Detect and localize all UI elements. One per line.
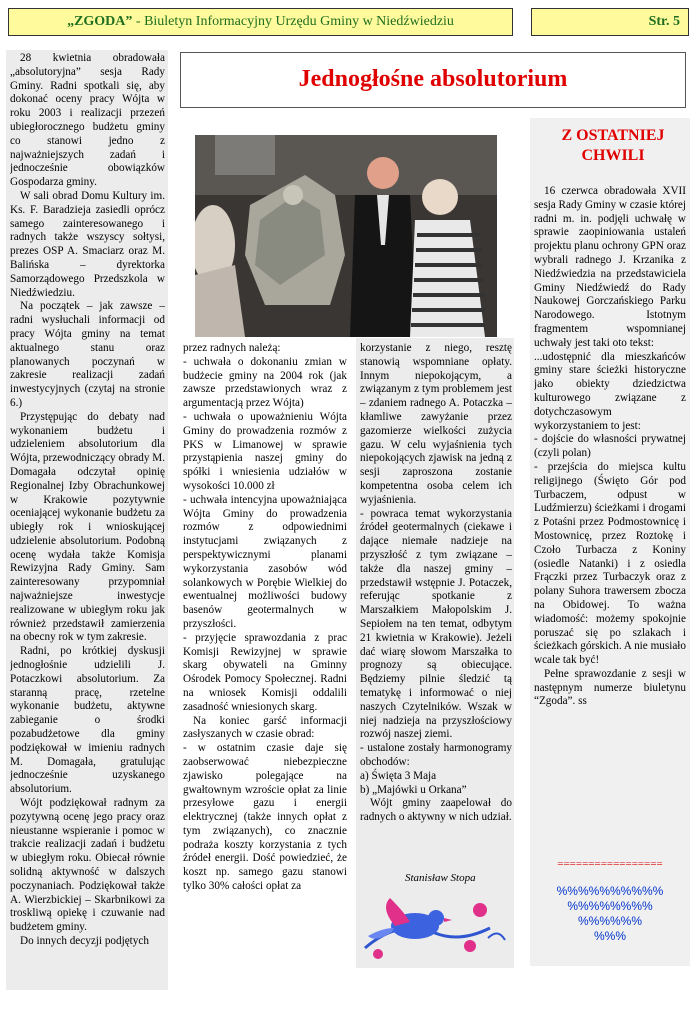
paragraph: Wójt gminy zaapelował do radnych o aktywny w nich udział.: [360, 797, 512, 824]
paragraph: 16 czerwca obradowała XVII sesja Rady Gminy w czasie której radni m. in. podjęli uchwałę w sprawie zaopiniowania ustaleń projektu planu ochrony GPN oraz wybrali radnego J. Krzanika z Niedźwiedzia na przedstawiciela Gminy Niedźwiedź do Rady Naukowej Gorczańskiego Parku Narodowego. Istotnym fragmentem wspomnianej uchwały jest taki oto tekst:: [534, 185, 686, 349]
paragraph: - ustalone zostały harmonogramy obchodów:: [360, 742, 512, 768]
percent-line: %%%%%%%%: [567, 899, 653, 913]
paragraph: Radni, po krótkiej dyskusji jednogłośnie udzielili J. Potaczkowi absolutorium. Za staranną pracę, rzetelne wykonanie budżetu, aktywne zabieganie o środki pozabudżetowe dla gminy podziękował w imieniu radnych M. Domagała, gratulując jednocześnie uzyskanego absolutorium.: [10, 645, 165, 796]
paragraph: Wójt podziękował radnym za pozytywną ocenę jego pracy oraz nieustanne wspieranie i pomoc w trakcie realizacji zadań i budżetu w ubiegłym roku. Obiecał równie solidną aktywność w dalszych poczynaniach. Podziękował także A. Wierzbickiej – Skarbnikowi za troskliwą opiekę i czuwanie nad budżetem gminy.: [10, 797, 165, 934]
percent-line: %%%: [593, 929, 626, 943]
sidebar-title-line-2: CHWILI: [581, 147, 645, 164]
paragraph: - przejścia do miejsca kultu religijnego (Święto Gór pod Turbaczem, odpust w Ludźmierzu) ścieżkami i drogami z Potaśni przez Podmostownicę i Mostownicę, przez Roztokę i Czoło Turbacza z Koniny (osiedle Natanki) i z osiedla Frączki przez Turbaczyk oraz z polany Suhora trawersem zbocza na Obidowej. To ważna wiadomość: możemy spokojnie poruszać się po szlakach i ścieżkach górskich. A nie musiało wcale tak być!: [534, 460, 686, 667]
paragraph: a) Święta 3 Maja: [360, 769, 437, 782]
bird-icon: [360, 888, 510, 963]
article-column-2: [183, 342, 347, 978]
paragraph: Do innych decyzji podjętych: [20, 935, 149, 947]
photo-illustration: [195, 135, 497, 337]
decorative-percent-block: [540, 884, 680, 944]
session-photo: [195, 135, 497, 337]
paragraph: - dojście do własności prywatnej (czyli polan): [534, 433, 686, 460]
sidebar-title: [540, 126, 686, 166]
paragraph: - uchwała intencyjna upoważniająca Wójta Gminy do prowadzenia rozmów z odpowiednimi instytucjami związanych z perspektywicznymi planami wykorzystania zasobów wód solankowych w Porębie Wielkiej do ewentualnej możliwości budowy basenów geotermalnych w przyszłości.: [183, 493, 347, 630]
author-signature: Stanisław Stopa: [405, 872, 476, 884]
percent-line: %%%%%%%%%%: [556, 884, 664, 898]
paragraph: W sali obrad Domu Kultury im. Ks. F. Baradzieja zasiedli oprócz samego zainteresowanego i radnych także wszyscy sołtysi, prezes OSP A. Smaciarz oraz M. Balińska – dyrektorka Samorządowego Przedszkola w Niedźwiedziu.: [10, 189, 165, 299]
paragraph: Pełne sprawozdanie z sesji w następnym numerze biuletynu “Zgoda”. ss: [534, 667, 686, 708]
paragraph: przez radnych należą:: [183, 342, 281, 354]
paragraph: Przystępując do debaty nad wykonaniem budżetu i udzieleniem absolutorium dla Wójta, przewodniczący obrady M. Domagała odczytał opinię Regionalnej Izby Obrachunkowej w Krakowie pozytywnie oceniającej wykonanie budżetu za ubiegły rok i wnioskującej udzielenie absolutorium. Podobną ocenę wydała także Komisja Rewizyjna Rady Gminy. Sam zainteresowany przypomniał najważniejsze inwestycje realizowane w ubiegłym roku jak również przedstawił zamierzenia na obecny rok w tym zakresie.: [10, 410, 165, 644]
sidebar-divider: =================: [557, 858, 663, 870]
paragraph: - uchwała o upoważnieniu Wójta Gminy do prowadzenia rozmów z PKS w Limanowej w sprawie przystąpienia naszej gminy do spółki i wniesienia udziałów w wysokości 10.000 zł: [183, 410, 347, 492]
article-column-1: [10, 52, 165, 987]
article-column-3: [360, 342, 512, 872]
page-number: Str. 5: [531, 8, 689, 36]
bird-flower-ornament: [360, 888, 510, 963]
paragraph: - uchwała o dokonaniu zmian w budżecie gminy na 2004 rok (jak zawsze przedstawionych wraz z argumentacją przez Wójta): [183, 355, 347, 410]
paragraph: korzystanie z niego, resztę stanowią wspomniane opłaty. Innym niepokojącym, a związanym z tym problemem jest – zdaniem radnego A. Potaczka – kłamliwe zawyżanie przez gazomierze wielkości zużycia gazu. W celu wyjaśnienia tych niepokojących zjawisk na jedną z sesji zaproszona zostanie kompetentna osoba celem ich wyjaśnienia.: [360, 342, 512, 506]
paragraph: Na początek – jak zawsze – radni wysłuchali informacji od pracy Wójta gminy na temat aktualnego stanu oraz planowanych poczynań w zakresie realizacji zadań inwestycyjnych (czytaj na stronie 6.): [10, 300, 165, 409]
percent-line: %%%%%%: [577, 914, 643, 928]
paragraph: 28 kwietnia obradowała „absolutoryjna” sesja Rady Gminy. Radni spotkali się, aby dokonać oceny pracy Wójta w roku 2003 i realizacji przezeń ubiegłorocznego budżetu gminy co stanowi jedno z najważniejszych zadań i jednocześnie obowiązków Gospodarza gminy.: [10, 52, 165, 189]
paragraph: - powraca temat wykorzystania źródeł geotermalnych (ciekawe i dające niemałe nadzieje na przyszłość z tym związane – także dla naszej gminy – przedstawił wstępnie J. Potaczek, referując spotkanie z Marszałkiem Małopolskim J. Sepiołem na ten temat, odbytym 21 kwietnia w Krakowie). Jeżeli dać wiarę słowom Marszałka to prognozy są obiecujące. Będziemy pilnie śledzić tą tematykę i informować o niej naszych Czytelników. Wszak w niej nadzieja na przyszłościowy rozwój naszej ziemi.: [360, 507, 512, 741]
sidebar-title-line-1: Z OSTATNIEJ: [561, 127, 665, 144]
paragraph: Na koniec garść informacji zasłyszanych w czasie obrad:: [183, 714, 347, 741]
paragraph: b) „Majówki u Orkana”: [360, 783, 467, 796]
bulletin-name: „ZGODA”: [67, 14, 133, 29]
sidebar-column: [534, 185, 686, 835]
paragraph: ...udostępnić dla mieszkańców gminy stare ścieżki historyczne jako obiekty dziedzictwa kulturowego związane z dotychczasowym wykorzystaniem to jest:: [534, 350, 686, 432]
bulletin-subtitle: - Biuletyn Informacyjny Urzędu Gminy w Niedźwiedziu: [132, 14, 454, 29]
bulletin-header: [8, 8, 513, 36]
paragraph: - przyjęcie sprawozdania z prac Komisji Rewizyjnej w sprawie skarg obywateli na Gminny Ośrodek Pomocy Społecznej. Radni na wniosek Komisji oddalili zasadność wniesionych skarg.: [183, 631, 347, 713]
paragraph: - w ostatnim czasie daje się zaobserwować niebezpieczne zjawisko polegające na gwałtownym wzroście opłat za linie przesyłowe gazu i energii elektrycznej (także innych opłat z tym związanych), co znacznie podraża koszty korzystania z tych źródeł energii. Dość powiedzieć, że koszt np. samego gazu stanowi tylko 30% całości opłat za: [183, 742, 347, 893]
article-title: Jednogłośne absolutorium: [180, 52, 686, 108]
